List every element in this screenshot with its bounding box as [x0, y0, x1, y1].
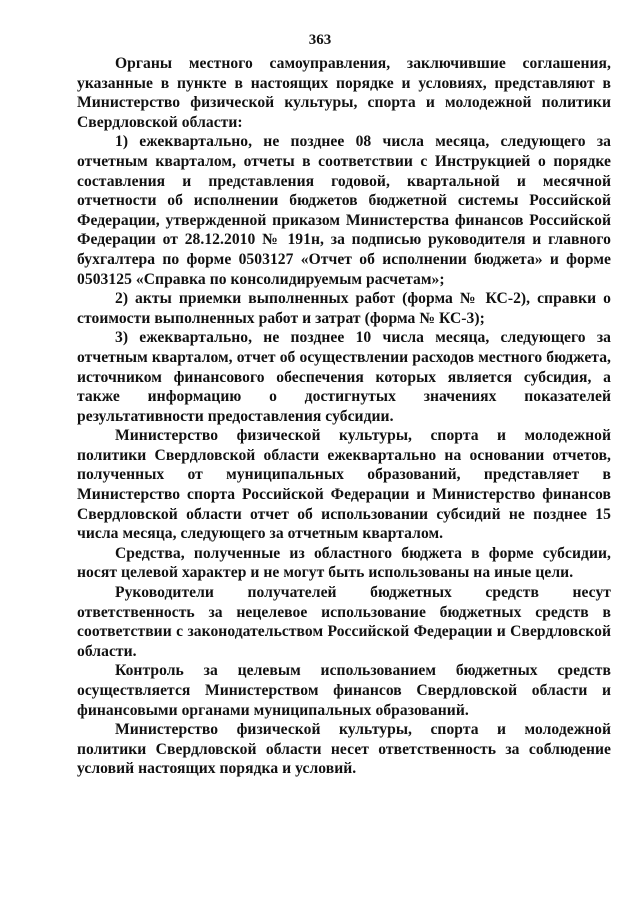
paragraph-intro: Органы местного самоуправления, заключившие соглашения, указанные в пункте в настоящих порядке и условиях, представляют в Министерство физической культуры, спорта и молодежной политики Свердловской области: — [77, 55, 611, 131]
page-number: 363 — [308, 32, 332, 48]
paragraph-item-1: 1) ежеквартально, не позднее 08 числа месяца, следующего за отчетным кварталом, отчеты в соответствии с Инструкцией о порядке составления и представления годовой, квартальной и месячной отчетности об исполнении бюджетов бюджетной системы Российской Федерации, утвержденной приказом Министерства финансов Российской Федерации от 28.12.2010 № 191н, за подписью руководителя и главного бухгалтера по форме 0503127 «Отчет об исполнении бюджета» и форме 0503125 «Справка по консолидируемым расчетам»; — [77, 133, 611, 288]
paragraph-item-3: 3) ежеквартально, не позднее 10 числа месяца, следующего за отчетным кварталом, отчет об осуществлении расходов местного бюджета, источником финансового обеспечения которых является субсидия, а также информацию о достигнутых значениях показателей результативности предоставления субсидии. — [77, 329, 611, 425]
paragraph-control: Контроль за целевым использованием бюджетных средств осуществляется Министерством финансов Свердловской области и финансовыми органами муниципальных образований. — [77, 662, 611, 719]
paragraph-item-2: 2) акты приемки выполненных работ (форма № КС-2), справки о стоимости выполненных работ и затрат (форма № КС-3); — [77, 290, 611, 327]
paragraph-responsibility: Руководители получателей бюджетных средств несут ответственность за нецелевое использование бюджетных средств в соответствии с законодательством Российской Федерации и Свердловской области. — [77, 584, 611, 660]
paragraph-ministry-responsibility: Министерство физической культуры, спорта и молодежной политики Свердловской области несет ответственность за соблюдение условий настоящих порядка и условий. — [77, 721, 611, 778]
document-body — [77, 54, 611, 779]
paragraph-ministry-reporting: Министерство физической культуры, спорта и молодежной политики Свердловской области ежеквартально на основании отчетов, полученных от муниципальных образований, представляет в Министерство спорта Российской Федерации и Министерство финансов Свердловской области отчет об использовании субсидий не позднее 15 числа месяца, следующего за отчетным кварталом. — [77, 427, 611, 543]
paragraph-targeted-funds: Средства, полученные из областного бюджета в форме субсидии, носят целевой характер и не могут быть использованы на иные цели. — [77, 544, 611, 582]
